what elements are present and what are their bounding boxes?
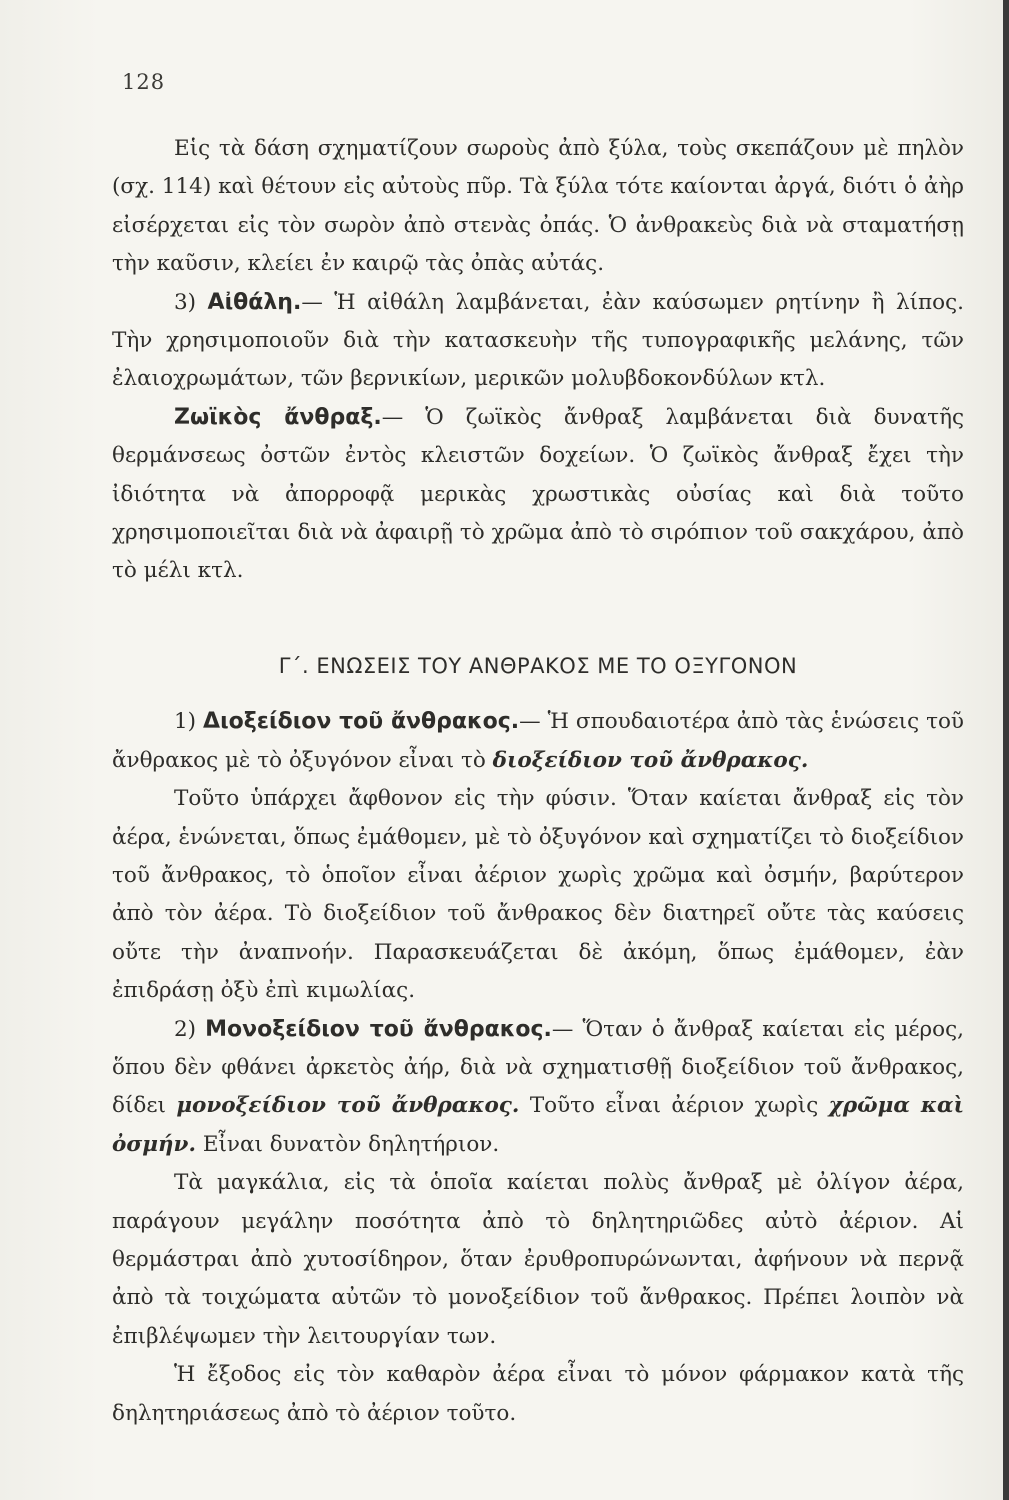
term-soot: Αἰθάλη. xyxy=(207,289,302,315)
term-carbon-dioxide: Διοξείδιον τοῦ ἄνθρακος. xyxy=(203,709,520,735)
paragraph-carbon-dioxide-properties: Τοῦτο ὑπάρχει ἄφθονον εἰς τὴν φύσιν. Ὅταν καίεται ἄνθραξ εἰς τὸν ἀέρα, ἑνώνεται, ὅπως ἐμάθομεν, μὲ τὸ ὀξυγόνον καὶ σχηματίζει τὸ διοξείδιον τοῦ ἄνθρακος, τὸ ὁποῖον εἶναι ἀέριον χωρὶς χρῶμα καὶ ὀσμήν, βαρύτερον ἀπὸ τὸν ἀέρα. Τὸ διοξείδιον τοῦ ἄνθρακος δὲν διατηρεῖ οὔτε τὰς καύσεις οὔτε τὴν ἀναπνοήν. Παρασκευάζεται δὲ ἀκόμη, ὅπως ἐμάθομεν, ἐὰν ἐπιδράσῃ ὀξὺ ἐπὶ κιμωλίας. xyxy=(112,786,964,1004)
carbon-monoxide-text-c: Εἶναι δυνατὸν δηλητήριον. xyxy=(202,1131,500,1157)
paragraph-carbon-dioxide xyxy=(112,703,964,780)
paragraph-carbon-monoxide xyxy=(112,1011,964,1165)
animal-charcoal-text: — Ὁ ζωϊκὸς ἄνθραξ λαμβάνεται διὰ δυνατῆς θερμάνσεως ὀστῶν ἐντὸς κλειστῶν δοχείων. Ὁ ζωϊκὸς ἄνθραξ ἔχει τὴν ἰδιότητα νὰ ἀπορροφᾷ μερικὰς χρωστικὰς οὐσίας καὶ διὰ τοῦτο χρησιμοποιεῖται διὰ νὰ ἀφαιρῇ τὸ χρῶμα ἀπὸ τὸ σιρόπιον τοῦ σακχάρου, ἀπὸ τὸ μέλι κτλ. xyxy=(112,404,964,584)
soot-text: — Ἡ αἰθάλη λαμβάνεται, ἐὰν καύσωμεν ρητίνην ἢ λίπος. Τὴν χρησιμοποιοῦν διὰ τὴν κατασκευὴν τῆς τυπογραφικῆς μελάνης, τῶν ἐλαιοχρωμάτων, τῶν βερνικίων, μερικῶν μολυβδοκονδύλων κτλ. xyxy=(112,289,964,392)
item-number: 2) xyxy=(174,1016,197,1042)
term-animal-charcoal: Ζωϊκὸς ἄνθραξ. xyxy=(174,404,382,430)
paragraph-soot xyxy=(112,284,964,399)
paragraph-braziers: Τὰ μαγκάλια, εἰς τὰ ὁποῖα καίεται πολὺς ἄνθραξ μὲ ὀλίγον ἀέρα, παράγουν μεγάλην ποσότητα ἀπὸ τὸ δηλητηριῶδες αὐτὸ ἀέριον. Αἱ θερμάστραι ἀπὸ χυτοσίδηρον, ὅταν ἐρυθροπυρώνωνται, ἀφήνουν νὰ περνᾷ ἀπὸ τὰ τοιχώματα αὐτῶν τὸ μονοξείδιον τοῦ ἄνθρακος. Πρέπει λοιπὸν νὰ ἐπιβλέψωμεν τὴν λειτουργίαν των. xyxy=(112,1170,964,1349)
page-number: 128 xyxy=(122,70,166,94)
carbon-dioxide-text: — Ἡ σπουδαιοτέρα ἀπὸ τὰς ἑνώσεις τοῦ ἄνθρακος μὲ τὸ ὀξυγόνον εἶναι τὸ xyxy=(112,709,964,773)
emphasis-carbon-dioxide: διοξείδιον τοῦ ἄνθρακος. xyxy=(492,747,809,773)
item-number: 1) xyxy=(174,709,197,735)
emphasis-color-odor: χρῶμα καὶ ὀσμήν. xyxy=(112,1093,964,1157)
item-number: 3) xyxy=(174,289,197,315)
term-carbon-monoxide: Μονοξείδιον τοῦ ἄνθρακος. xyxy=(205,1016,552,1042)
carbon-monoxide-text-b: Τοῦτο εἶναι ἀέριον χωρὶς xyxy=(529,1093,819,1119)
paragraph-remedy: Ἡ ἔξοδος εἰς τὸν καθαρὸν ἀέρα εἶναι τὸ μόνον φάρμακον κατὰ τῆς δηλητηριάσεως ἀπὸ τὸ ἀέριον τοῦτο. xyxy=(112,1362,964,1426)
emphasis-carbon-monoxide: μονοξείδιον τοῦ ἄνθρακος. xyxy=(176,1093,520,1119)
body-text xyxy=(112,130,964,1433)
section-heading: Γ΄. ΕΝΩΣΕΙΣ ΤΟΥ ΑΝΘΡΑΚΟΣ ΜΕ ΤΟ ΟΞΥΓΟΝΟΝ xyxy=(278,653,798,678)
paragraph-animal-charcoal xyxy=(112,399,964,591)
page-edge xyxy=(1003,0,1009,1500)
carbon-monoxide-text-a: — Ὅταν ὁ ἄνθραξ καίεται εἰς μέρος, ὅπου δὲν φθάνει ἀρκετὸς ἀήρ, διὰ νὰ σχηματισθῇ διοξείδιον τοῦ ἄνθρακος, δίδει xyxy=(112,1016,964,1119)
paragraph-charcoal-piles: Εἱς τὰ δάση σχηματίζουν σωροὺς ἀπὸ ξύλα, τοὺς σκεπάζουν μὲ πηλὸν (σχ. 114) καὶ θέτουν εἰς αὐτοὺς πῦρ. Τὰ ξύλα τότε καίονται ἀργά, διότι ὁ ἀὴρ εἰσέρχεται εἰς τὸν σωρὸν ἀπὸ στενὰς ὀπάς. Ὁ ἀνθρακεὺς διὰ νὰ σταματήσῃ τὴν καῦσιν, κλείει ἐν καιρῷ τὰς ὀπὰς αὐτάς. xyxy=(112,136,964,277)
